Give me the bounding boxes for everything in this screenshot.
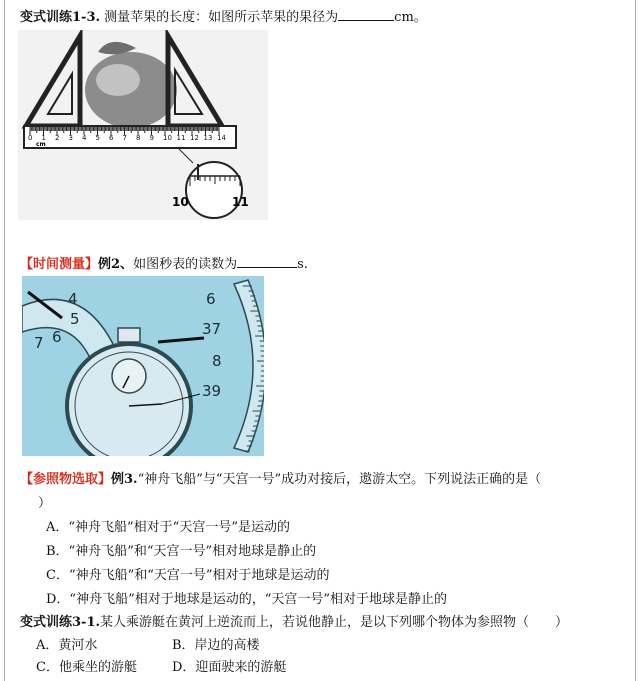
q3-tag: 【参照物选取】 xyxy=(20,472,112,487)
q1-prefix: 变式训练1-3. xyxy=(20,10,101,25)
ruler-tick-label: 13 xyxy=(203,134,213,142)
question-1 xyxy=(20,8,427,27)
q1-text: 测量苹果的长度：如图所示苹果的果径为 xyxy=(104,10,339,25)
ruler-tick-label: 6 xyxy=(109,134,114,142)
q2-unit: s. xyxy=(297,257,308,272)
q3-prefix: 例3. xyxy=(111,472,138,487)
ruler-tick-label: 12 xyxy=(190,134,199,142)
ruler-tick-label: 5 xyxy=(95,134,100,142)
q4-option-c[interactable]: C．他乘坐的游艇 xyxy=(36,660,137,675)
q4-prefix: 变式训练3-1. xyxy=(20,615,101,630)
zoom-circle xyxy=(186,162,242,218)
q3-option-a[interactable]: A．“神舟飞船”相对于“天宫一号”是运动的 xyxy=(46,520,290,535)
q2-prefix: 例2、 xyxy=(98,257,134,272)
stopwatch-figure xyxy=(22,276,264,456)
left-dial-6: 6 xyxy=(52,328,62,346)
ruler-tick-label: 14 xyxy=(217,134,226,142)
zoom-label-10: 10 xyxy=(172,195,189,209)
right-dial-37: 37 xyxy=(202,320,222,338)
q2-text: 如图秒表的读数为 xyxy=(133,257,238,272)
left-dial-7: 7 xyxy=(34,334,44,352)
q3-option-b[interactable]: B．“神舟飞船”和“天宫一号”相对地球是静止的 xyxy=(46,544,317,559)
apple-ruler-figure xyxy=(18,30,268,220)
q3-option-c[interactable]: C．“神舟飞船”和“天宫一号”相对于地球是运动的 xyxy=(46,568,330,583)
ruler-unit-label: cm xyxy=(36,141,46,148)
q4-option-b[interactable]: B．岸边的高楼 xyxy=(172,638,260,653)
left-dial-5: 5 xyxy=(70,310,80,328)
ruler-tick-label: 8 xyxy=(136,134,141,142)
ruler-tick-label: 10 xyxy=(163,134,172,142)
ruler-tick-label: 7 xyxy=(122,134,127,142)
question-2 xyxy=(20,255,308,274)
q1-answer-blank[interactable] xyxy=(338,8,394,21)
q4-option-a[interactable]: A．黄河水 xyxy=(36,638,98,653)
zoom-label-11: 11 xyxy=(232,195,249,209)
right-dial-8: 8 xyxy=(212,352,222,370)
ruler-tick-label: 3 xyxy=(68,134,73,142)
ruler-tick-label: 4 xyxy=(82,134,87,142)
q4-text: 某人乘游艇在黄河上逆流而上，若说他静止，是以下列哪个物体为参照物（ ） xyxy=(100,615,569,630)
right-dial-6: 6 xyxy=(206,290,216,308)
ruler-tick-label: 2 xyxy=(55,134,60,142)
q4-option-d[interactable]: D．迎面驶来的游艇 xyxy=(172,660,287,675)
ruler-tick-label: 11 xyxy=(176,134,186,142)
q2-answer-blank[interactable] xyxy=(237,255,297,268)
ruler-tick-label: 9 xyxy=(149,134,154,142)
ruler-tick-label: 1 xyxy=(41,134,46,142)
q2-tag: 【时间测量】 xyxy=(20,257,99,272)
question-3 xyxy=(20,471,541,489)
q1-unit: cm。 xyxy=(394,10,427,25)
q3-option-d[interactable]: D．“神舟飞船”相对于地球是运动的，“天宫一号”相对于地球是静止的 xyxy=(46,592,448,607)
q3-text: “神舟飞船”与“天宫一号”成功对接后，遨游太空。下列说法正确的是（ xyxy=(137,472,542,487)
left-dial-4: 4 xyxy=(68,290,78,308)
right-dial-39: 39 xyxy=(202,382,222,400)
ruler-tick-label: 0 xyxy=(28,134,33,142)
question-4 xyxy=(20,614,568,632)
q3-close-paren: ） xyxy=(38,496,52,511)
